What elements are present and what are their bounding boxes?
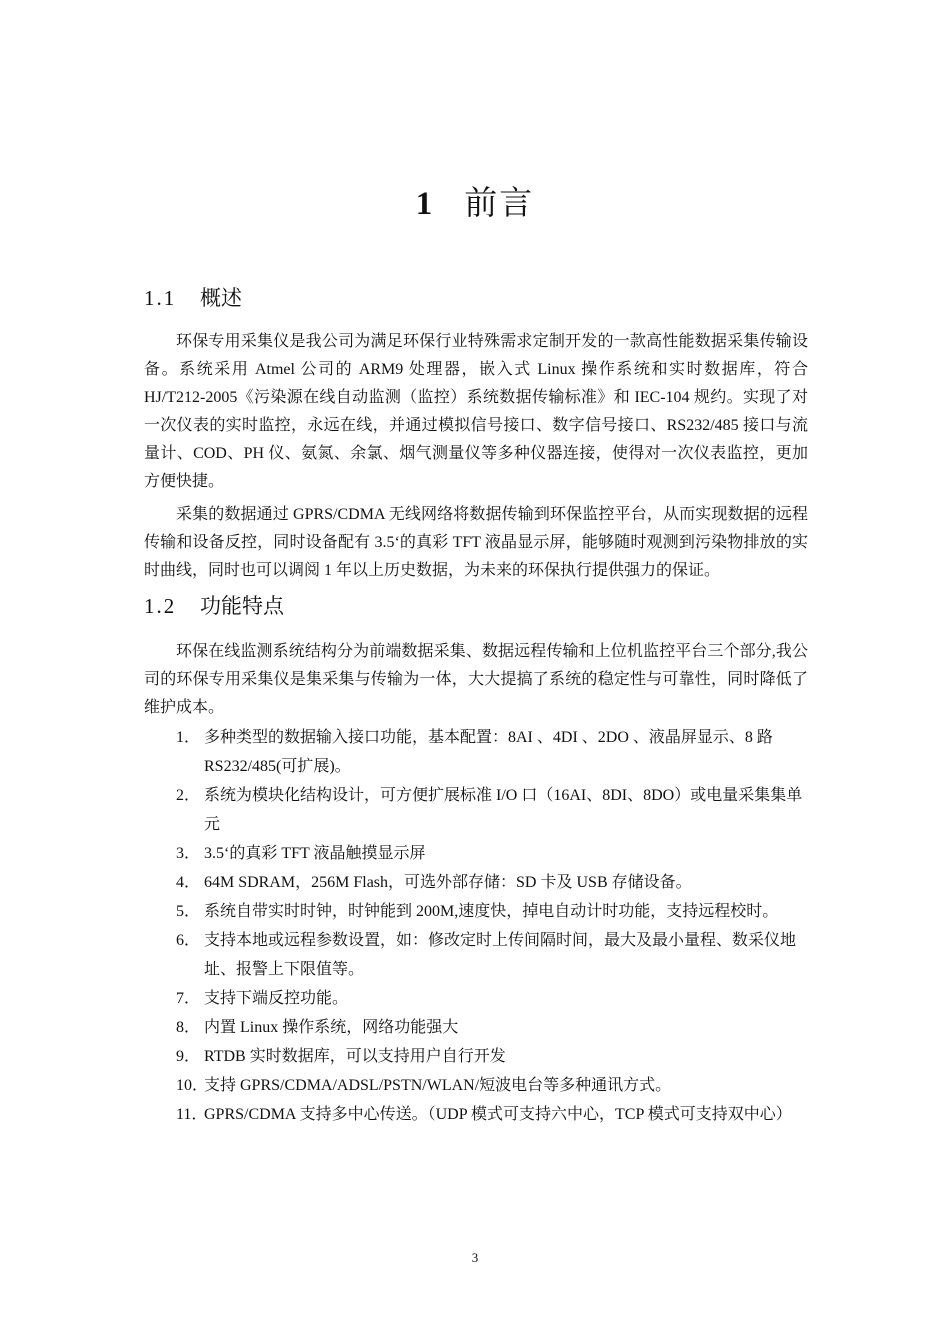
- list-item-text: GPRS/CDMA 支持多中心传送。（UDP 模式可支持六中心，TCP 模式可支持双中心）: [204, 1106, 792, 1123]
- list-item-text: 支持下端反控功能。: [204, 990, 349, 1007]
- list-item-text: 支持本地或远程参数设置，如：修改定时上传间隔时间，最大及最小量程、数采仪地址、报警上下限值等。: [204, 932, 797, 978]
- list-item-text: 3.5‘的真彩 TFT 液晶触摸显示屏: [204, 845, 426, 862]
- list-item: [144, 1013, 808, 1042]
- chapter-title-text: 前言: [464, 186, 535, 222]
- list-item: [144, 1071, 808, 1100]
- list-item-text: 64M SDRAM，256M Flash，可选外部存储：SD 卡及 USB 存储设备。: [204, 874, 692, 891]
- list-item-number: 5．: [176, 903, 201, 920]
- list-item: [144, 1100, 808, 1129]
- feature-list: [144, 723, 808, 1129]
- features-intro-paragraph: 环保在线监测系统结构分为前端数据采集、数据远程传输和上位机监控平台三个部分,我公司的环保专用采集仪是集采集与传输为一体，大大提搞了系统的稳定性与可靠性，同时降低了维护成本。: [144, 643, 808, 716]
- overview-paragraph-2: 采集的数据通过 GPRS/CDMA 无线网络将数据传输到环保监控平台，从而实现数据的远程传输和设备反控，同时设备配有 3.5‘的真彩 TFT 液晶显示屏，能够随时观测到污染物排放的实时曲线，同时也可以调阅 1 年以上历史数据，为未来的环保执行提供强力的保证。: [144, 506, 808, 579]
- section-heading-overview: [144, 284, 242, 312]
- list-item-number: 4．: [176, 874, 201, 891]
- list-item-number: 7．: [176, 990, 201, 1007]
- list-item: [144, 897, 808, 926]
- list-item: [144, 984, 808, 1013]
- chapter-number: 1: [415, 186, 435, 222]
- list-item: [144, 839, 808, 868]
- list-item-number: 11．: [176, 1106, 208, 1123]
- list-item: [144, 868, 808, 897]
- list-item-number: 2．: [176, 787, 201, 804]
- section-title-text: 功能特点: [200, 594, 284, 618]
- list-item: [144, 723, 808, 781]
- list-item-number: 6．: [176, 932, 201, 949]
- list-item: [144, 781, 808, 839]
- list-item-number: 10．: [176, 1077, 209, 1094]
- list-item-text: 内置 Linux 操作系统，网络功能强大: [204, 1019, 459, 1036]
- section-number: 1.2: [144, 594, 177, 618]
- list-item: [144, 1042, 808, 1071]
- list-item-text: RTDB 实时数据库，可以支持用户自行开发: [204, 1048, 506, 1065]
- list-item-text: 系统为模块化结构设计，可方便扩展标准 I/O 口（16AI、8DI、8DO）或电量采集集单元: [204, 787, 803, 833]
- overview-paragraph-1: 环保专用采集仪是我公司为满足环保行业特殊需求定制开发的一款高性能数据采集传输设备。系统采用 Atmel 公司的 ARM9 处理器，嵌入式 Linux 操作系统和实时数据库，符合 HJ/T212-2005《污染源在线自动监测（监控）系统数据传输标准》和 IEC-104 规约。实现了对一次仪表的实时监控，永远在线，并通过模拟信号接口、数字信号接口、RS232/485 接口与流量计、COD、PH 仪、氨氮、余氯、烟气测量仪等多种仪器连接，使得对一次仪表监控，更加方便快捷。: [144, 333, 808, 490]
- chapter-title: [0, 182, 950, 226]
- section-number: 1.1: [144, 286, 177, 310]
- section-heading-features: [144, 592, 284, 620]
- list-item-text: 多种类型的数据输入接口功能，基本配置：8AI 、4DI 、2DO 、液晶屏显示、8 路 RS232/485(可扩展)。: [204, 729, 773, 775]
- list-item-number: 1．: [176, 729, 201, 746]
- list-item-text: 支持 GPRS/CDMA/ADSL/PSTN/WLAN/短波电台等多种通讯方式。: [204, 1077, 672, 1094]
- section-title-text: 概述: [200, 286, 242, 310]
- list-item-number: 9．: [176, 1048, 201, 1065]
- list-item-number: 3．: [176, 845, 201, 862]
- list-item-number: 8．: [176, 1019, 201, 1036]
- page-number: 3: [471, 1250, 479, 1265]
- list-item-text: 系统自带实时时钟，时钟能到 200M,速度快，掉电自动计时功能，支持远程校时。: [204, 903, 779, 920]
- list-item: [144, 926, 808, 984]
